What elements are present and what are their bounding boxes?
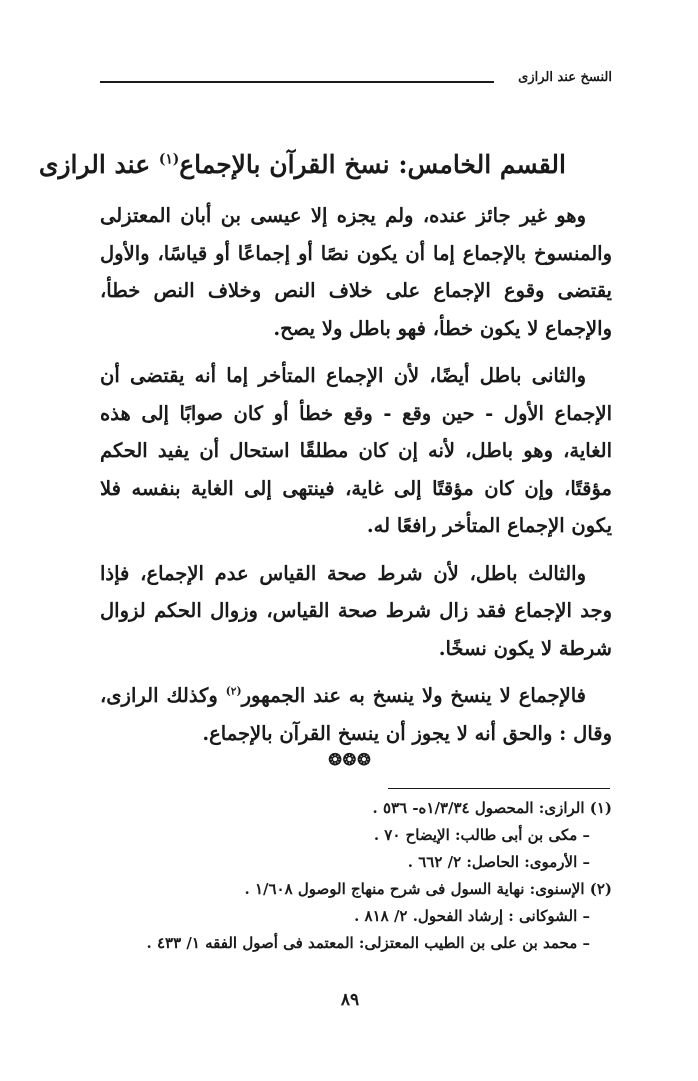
- paragraph-3: والثالث باطل، لأن شرط صحة القياس عدم الإجماع، فإذا وجد الإجماع فقد زال شرط صحة القياس، وزوال الحكم لزوال شرطة لا يكون نسخًا.: [100, 561, 612, 660]
- section-heading: [38, 145, 566, 185]
- footnote-1: (١) الرازى: المحصول ١/٣/٣٤ه- ٥٣٦ .: [372, 799, 612, 817]
- running-head-title: النسخ عند الرازى: [518, 70, 612, 85]
- paragraph-2: والثانى باطل أيضًا، لأن الإجماع المتأخر إما أنه يقتضى أن الإجماع الأول - حين وقع - وقع خطأ أو كان صوابًا إلى هذه الغاية، وهو باطل، لأنه إن كان مطلقًا استحال أن يفيد الحكم مؤقتًا، وإن كان مؤقتًا إلى غاية، فينتهى إلى الغاية بنفسه فلا يكون الإجماع المتأخر رافعًا له.: [100, 364, 612, 537]
- paragraph-1: وهو غير جائز عنده، ولم يجزه إلا عيسى بن أبان المعتزلى والمنسوخ بالإجماع إما أن يكون نصًا أو إجماعًا أو قياسًا، والأول يقتضى وقوع الإجماع على خلاف النص وخلاف النص خطأ، والإجماع لا يكون خطأ، فهو باطل ولا يصح.: [100, 204, 612, 340]
- body-text: [100, 197, 612, 762]
- running-head-rule: [100, 81, 494, 83]
- section-separator-ornament: ❂❂❂: [328, 750, 372, 769]
- section-heading-text: القسم الخامس: نسخ القرآن بالإجماع: [179, 150, 566, 179]
- footnotes: [100, 795, 612, 957]
- footnote-1-item-2: – مكى بن أبى طالب: الإيضاح ٧٠ .: [373, 826, 590, 844]
- footnote-ref-2[interactable]: (٢): [225, 684, 242, 698]
- footnote-2-item-2: – الشوكانى : إرشاد الفحول. ٢/ ٨١٨ .: [354, 907, 590, 925]
- page-number: ٨٩: [340, 990, 360, 1010]
- footnote-rule: [388, 788, 610, 789]
- footnote-ref-1[interactable]: (١): [158, 151, 180, 168]
- footnote-2: (٢) الإسنوى: نهاية السول فى شرح منهاج الوصول ١/٦٠٨ .: [244, 880, 612, 898]
- running-head: [100, 70, 612, 90]
- paragraph-4-part-2: وكذلك الرازى، وقال : والحق أنه لا يجوز أن ينسخ القرآن بالإجماع.: [100, 684, 612, 745]
- paragraph-4-part-1: فالإجماع لا ينسخ ولا ينسخ به عند الجمهور: [241, 684, 586, 707]
- footnote-2-item-3: – محمد بن على بن الطيب المعتزلى: المعتمد فى أصول الفقه ١/ ٤٣٣ .: [146, 934, 590, 952]
- section-heading-tail: عند الرازى: [38, 150, 159, 179]
- footnote-1-item-3: – الأرموى: الحاصل: ٢/ ٦٦٢ .: [407, 853, 590, 871]
- paragraph-4: [100, 677, 612, 752]
